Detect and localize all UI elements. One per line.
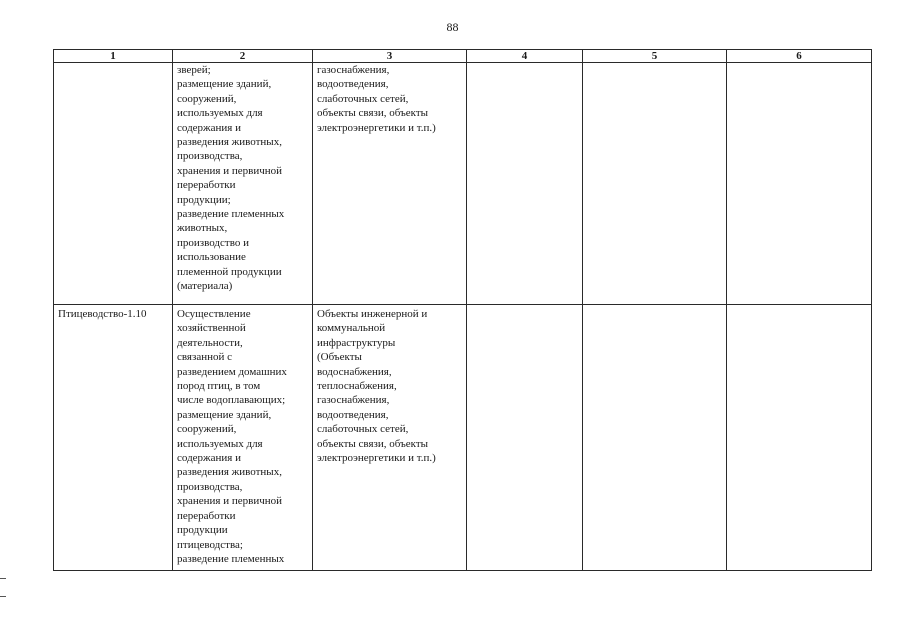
table-row xyxy=(54,63,872,305)
cell-text: газоснабжения, водоотведения, слаботочных сетей, объекты связи, объекты электроэнергетики и т.п.) xyxy=(317,64,436,134)
cell-auxiliary-use xyxy=(313,305,467,571)
cell-col-5 xyxy=(583,63,727,305)
table-header-row xyxy=(54,50,872,63)
cell-col-4 xyxy=(467,63,583,305)
cell-col-4 xyxy=(467,305,583,571)
cell-col-6 xyxy=(727,305,872,571)
header-col-1: 1 xyxy=(54,50,173,63)
cell-col-6 xyxy=(727,63,872,305)
cell-col-5 xyxy=(583,305,727,571)
page-number: 88 xyxy=(446,20,459,34)
header-col-2: 2 xyxy=(173,50,313,63)
cell-use-name xyxy=(54,63,173,305)
scan-margin-mark xyxy=(0,596,6,597)
header-col-6: 6 xyxy=(727,50,872,63)
cell-text: Птицеводство-1.10 xyxy=(58,308,147,320)
header-col-4: 4 xyxy=(467,50,583,63)
cell-use-description xyxy=(173,305,313,571)
cell-use-name xyxy=(54,305,173,571)
header-col-3: 3 xyxy=(313,50,467,63)
header-col-5: 5 xyxy=(583,50,727,63)
cell-text: Осуществление хозяйственной деятельности, связанной с разведением домашних пород птиц, в том числе водоплавающих; размещение зданий, сооружений, используемых для содержания и разведения животных, производства, хранения и первичной переработки продукции птицеводства; разведение племенных xyxy=(177,308,287,565)
land-use-table xyxy=(53,49,872,571)
cell-auxiliary-use xyxy=(313,63,467,305)
cell-use-description xyxy=(173,63,313,305)
table-row xyxy=(54,305,872,571)
scan-margin-mark xyxy=(0,578,6,579)
cell-text: Объекты инженерной и коммунальной инфраструктуры (Объекты водоснабжения, теплоснабжения, газоснабжения, водоотведения, слаботочных сетей, объекты связи, объекты электроэнергетики и т.п.) xyxy=(317,308,436,465)
cell-text: зверей; размещение зданий, сооружений, используемых для содержания и разведения животных, производства, хранения и первичной переработки продукции; разведение племенных животных, производство и использование племенной продукции (материала) xyxy=(177,64,285,293)
